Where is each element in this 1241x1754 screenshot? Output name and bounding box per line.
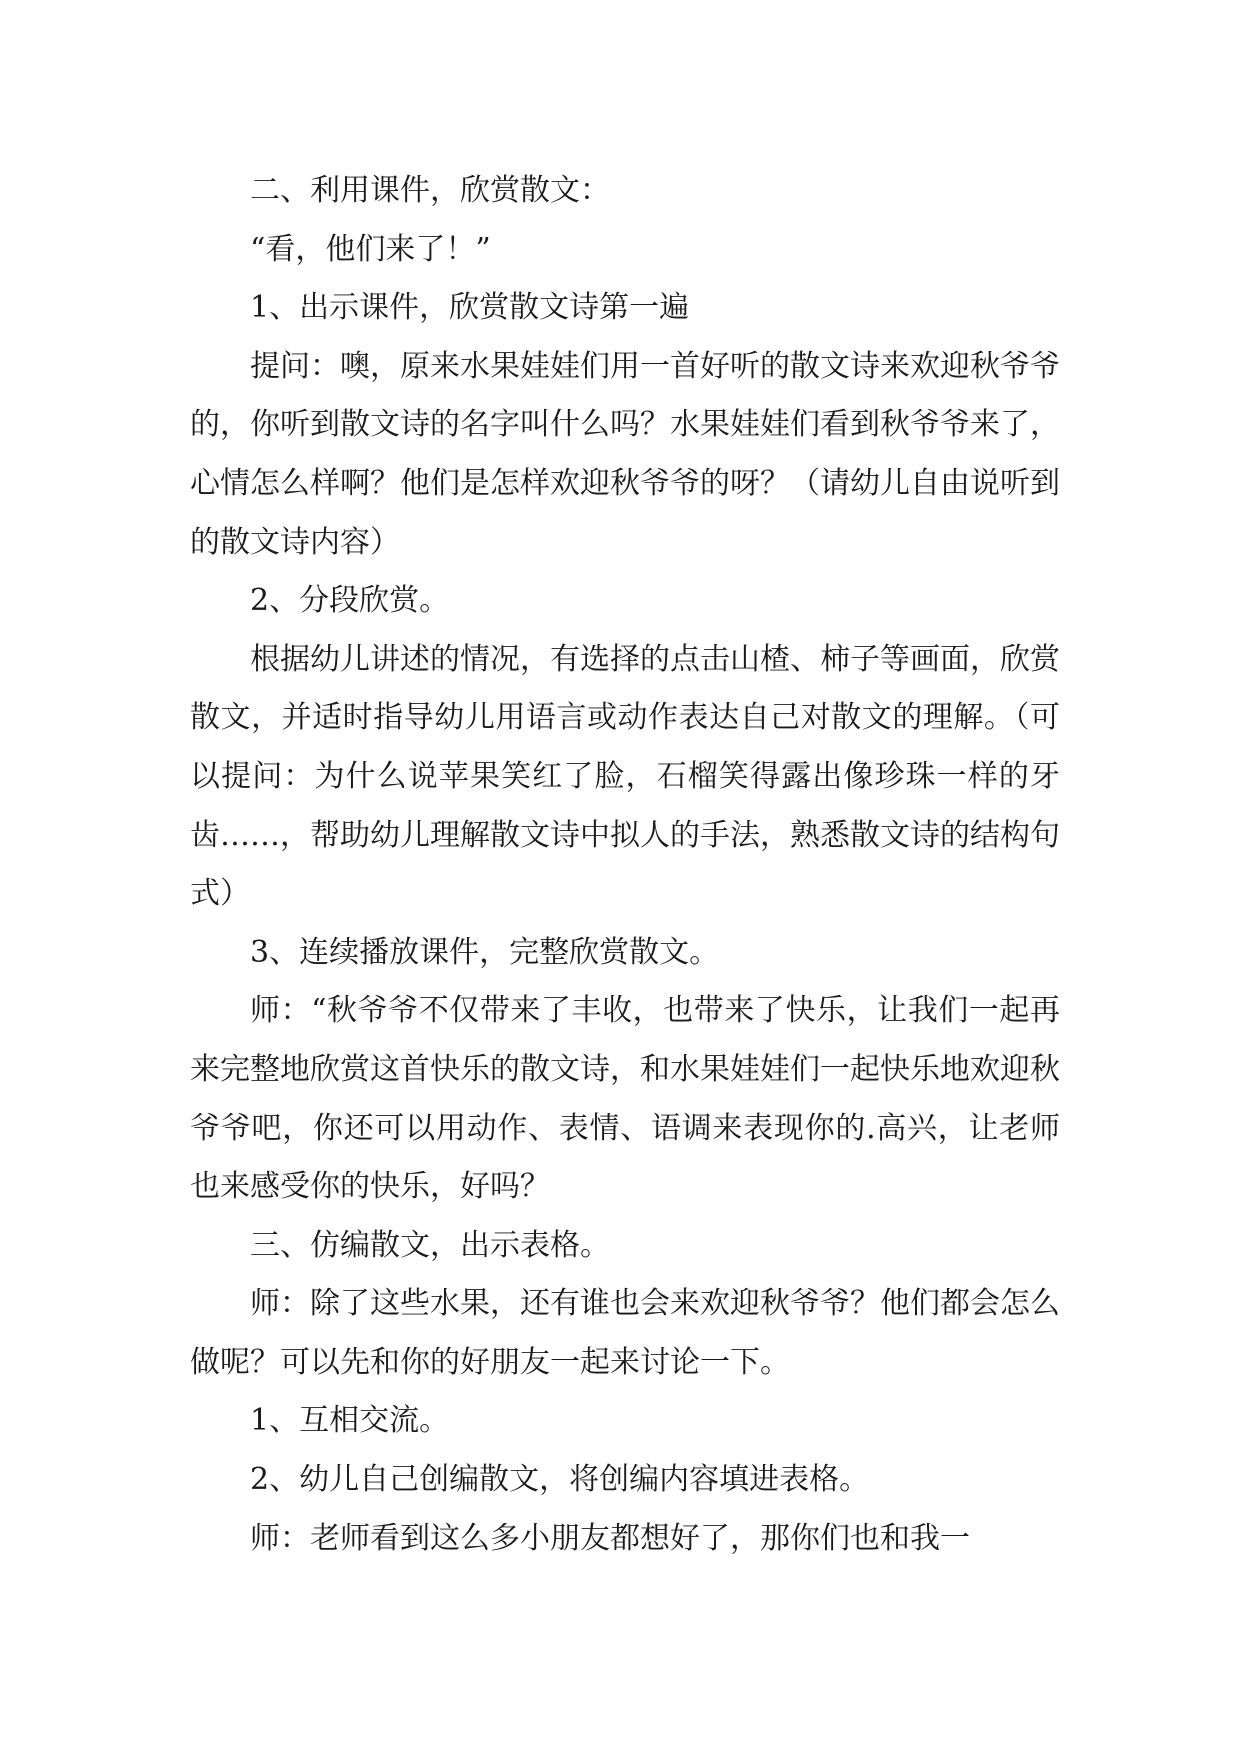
step-children-create: 2、幼儿自己创编散文，将创编内容填进表格。: [250, 1462, 870, 1498]
quote-line: “看，他们来了！”: [250, 231, 491, 267]
document-body: [190, 162, 1060, 1568]
section-heading-appreciate-prose: 二、利用课件，欣赏散文：: [250, 173, 610, 208]
teacher-speech-paragraph: 师：“秋爷爷不仅带来了丰收，也带来了快乐，让我们一起再来完整地欣赏这首快乐的散文诗，和水果娃娃们一起快乐地欢迎秋爷爷吧，你还可以用动作、表情、语调来表现你的.高兴，让老师也来感受你的快乐，好吗？: [190, 993, 1060, 1205]
step-continuous-playback: 3、连续播放课件，完整欣赏散文。: [250, 934, 720, 970]
step-show-courseware: 1、出示课件，欣赏散文诗第一遍: [250, 290, 690, 326]
step-mutual-exchange: 1、互相交流。: [250, 1403, 450, 1439]
section-heading-imitate-prose: 三、仿编散文，出示表格。: [250, 1227, 610, 1263]
guidance-paragraph: 根据幼儿讲述的情况，有选择的点击山楂、柿子等画面，欣赏散文，并适时指导幼儿用语言或动作表达自己对散文的理解。（可以提问：为什么说苹果笑红了脸，石榴笑得露出像珍珠一样的牙齿……，帮助幼儿理解散文诗中拟人的手法，熟悉散文诗的结构句式）: [190, 641, 1060, 912]
teacher-closing-paragraph: 师：老师看到这么多小朋友都想好了，那你们也和我一: [250, 1520, 970, 1556]
step-segment-appreciation: 2、分段欣赏。: [250, 583, 450, 619]
teacher-question-paragraph: 师：除了这些水果，还有谁也会来欢迎秋爷爷？他们都会怎么做呢？可以先和你的好朋友一起来讨论一下。: [190, 1286, 1060, 1380]
question-paragraph: 提问：噢，原来水果娃娃们用一首好听的散文诗来欢迎秋爷爷的，你听到散文诗的名字叫什么吗？水果娃娃们看到秋爷爷来了，心情怎么样啊？他们是怎样欢迎秋爷爷的呀？（请幼儿自由说听到的散文诗内容）: [190, 348, 1060, 560]
